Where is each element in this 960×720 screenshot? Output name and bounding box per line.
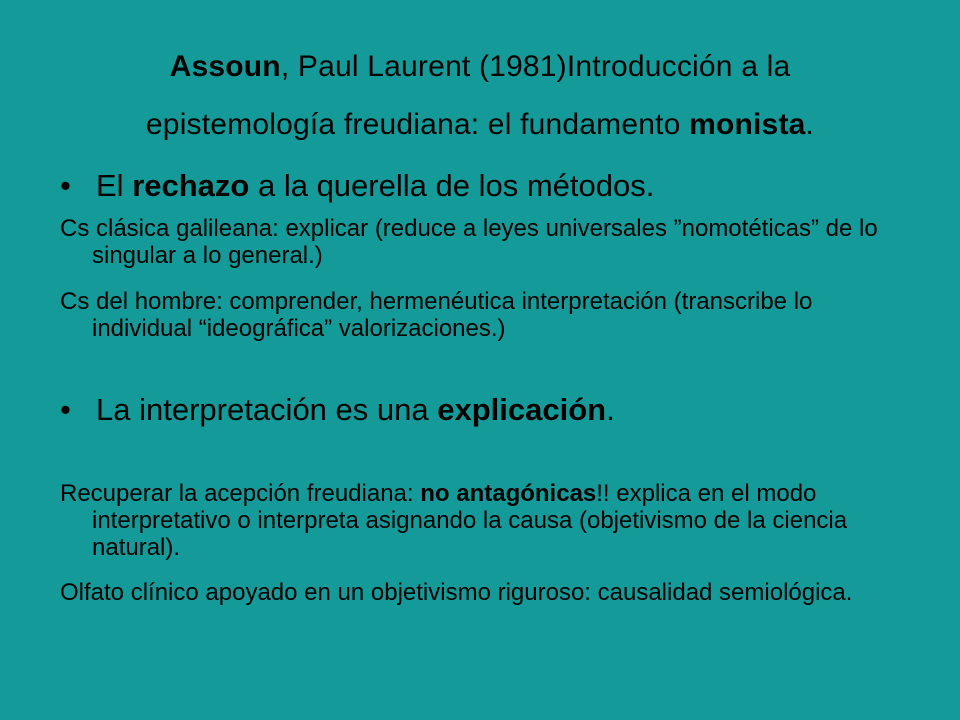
title-part2: epistemología freudiana: el fundamento — [145, 108, 690, 141]
paragraph-cs-clasica: Cs clásica galileana: explicar (reduce a leyes universales ”nomotéticas” de lo singular a lo general.) — [60, 215, 878, 269]
para3-pre: Recuperar la acepción freudiana: — [60, 480, 421, 507]
para3-bold: no antagónicas — [420, 480, 597, 507]
paragraph-cs-hombre: Cs del hombre: comprender, hermenéutica interpretación (transcribe lo individual “ideográfica” valorizaciones.) — [60, 288, 813, 342]
bullet-marker: • — [60, 168, 71, 203]
slide-title — [60, 38, 900, 154]
para3-post: !! explica en el modo interpretativo o interpreta asignando la causa (objetivismo de la ciencia natural). — [92, 480, 848, 561]
title-end: . — [805, 108, 815, 141]
title-part1: , Paul Laurent (1981)Introducción a la — [280, 50, 791, 83]
bullet2-bold: explicación — [437, 392, 607, 427]
paragraph-olfato: Olfato clínico apoyado en un objetivismo riguroso: causalidad semiológica. — [60, 579, 853, 606]
bullet-rechazo — [60, 168, 654, 204]
bullet1-bold: rechazo — [132, 168, 250, 203]
paragraph-recuperar — [60, 480, 910, 561]
bullet-marker: • — [60, 392, 71, 427]
bullet2-post: . — [606, 392, 615, 427]
title-author: Assoun — [169, 50, 281, 83]
bullet2-pre: La interpretación es una — [96, 392, 438, 427]
bullet1-post: a la querella de los métodos. — [249, 168, 655, 203]
bullet-interpretacion — [60, 392, 615, 428]
title-bold-word: monista — [689, 108, 806, 141]
bullet1-pre: El — [96, 168, 133, 203]
